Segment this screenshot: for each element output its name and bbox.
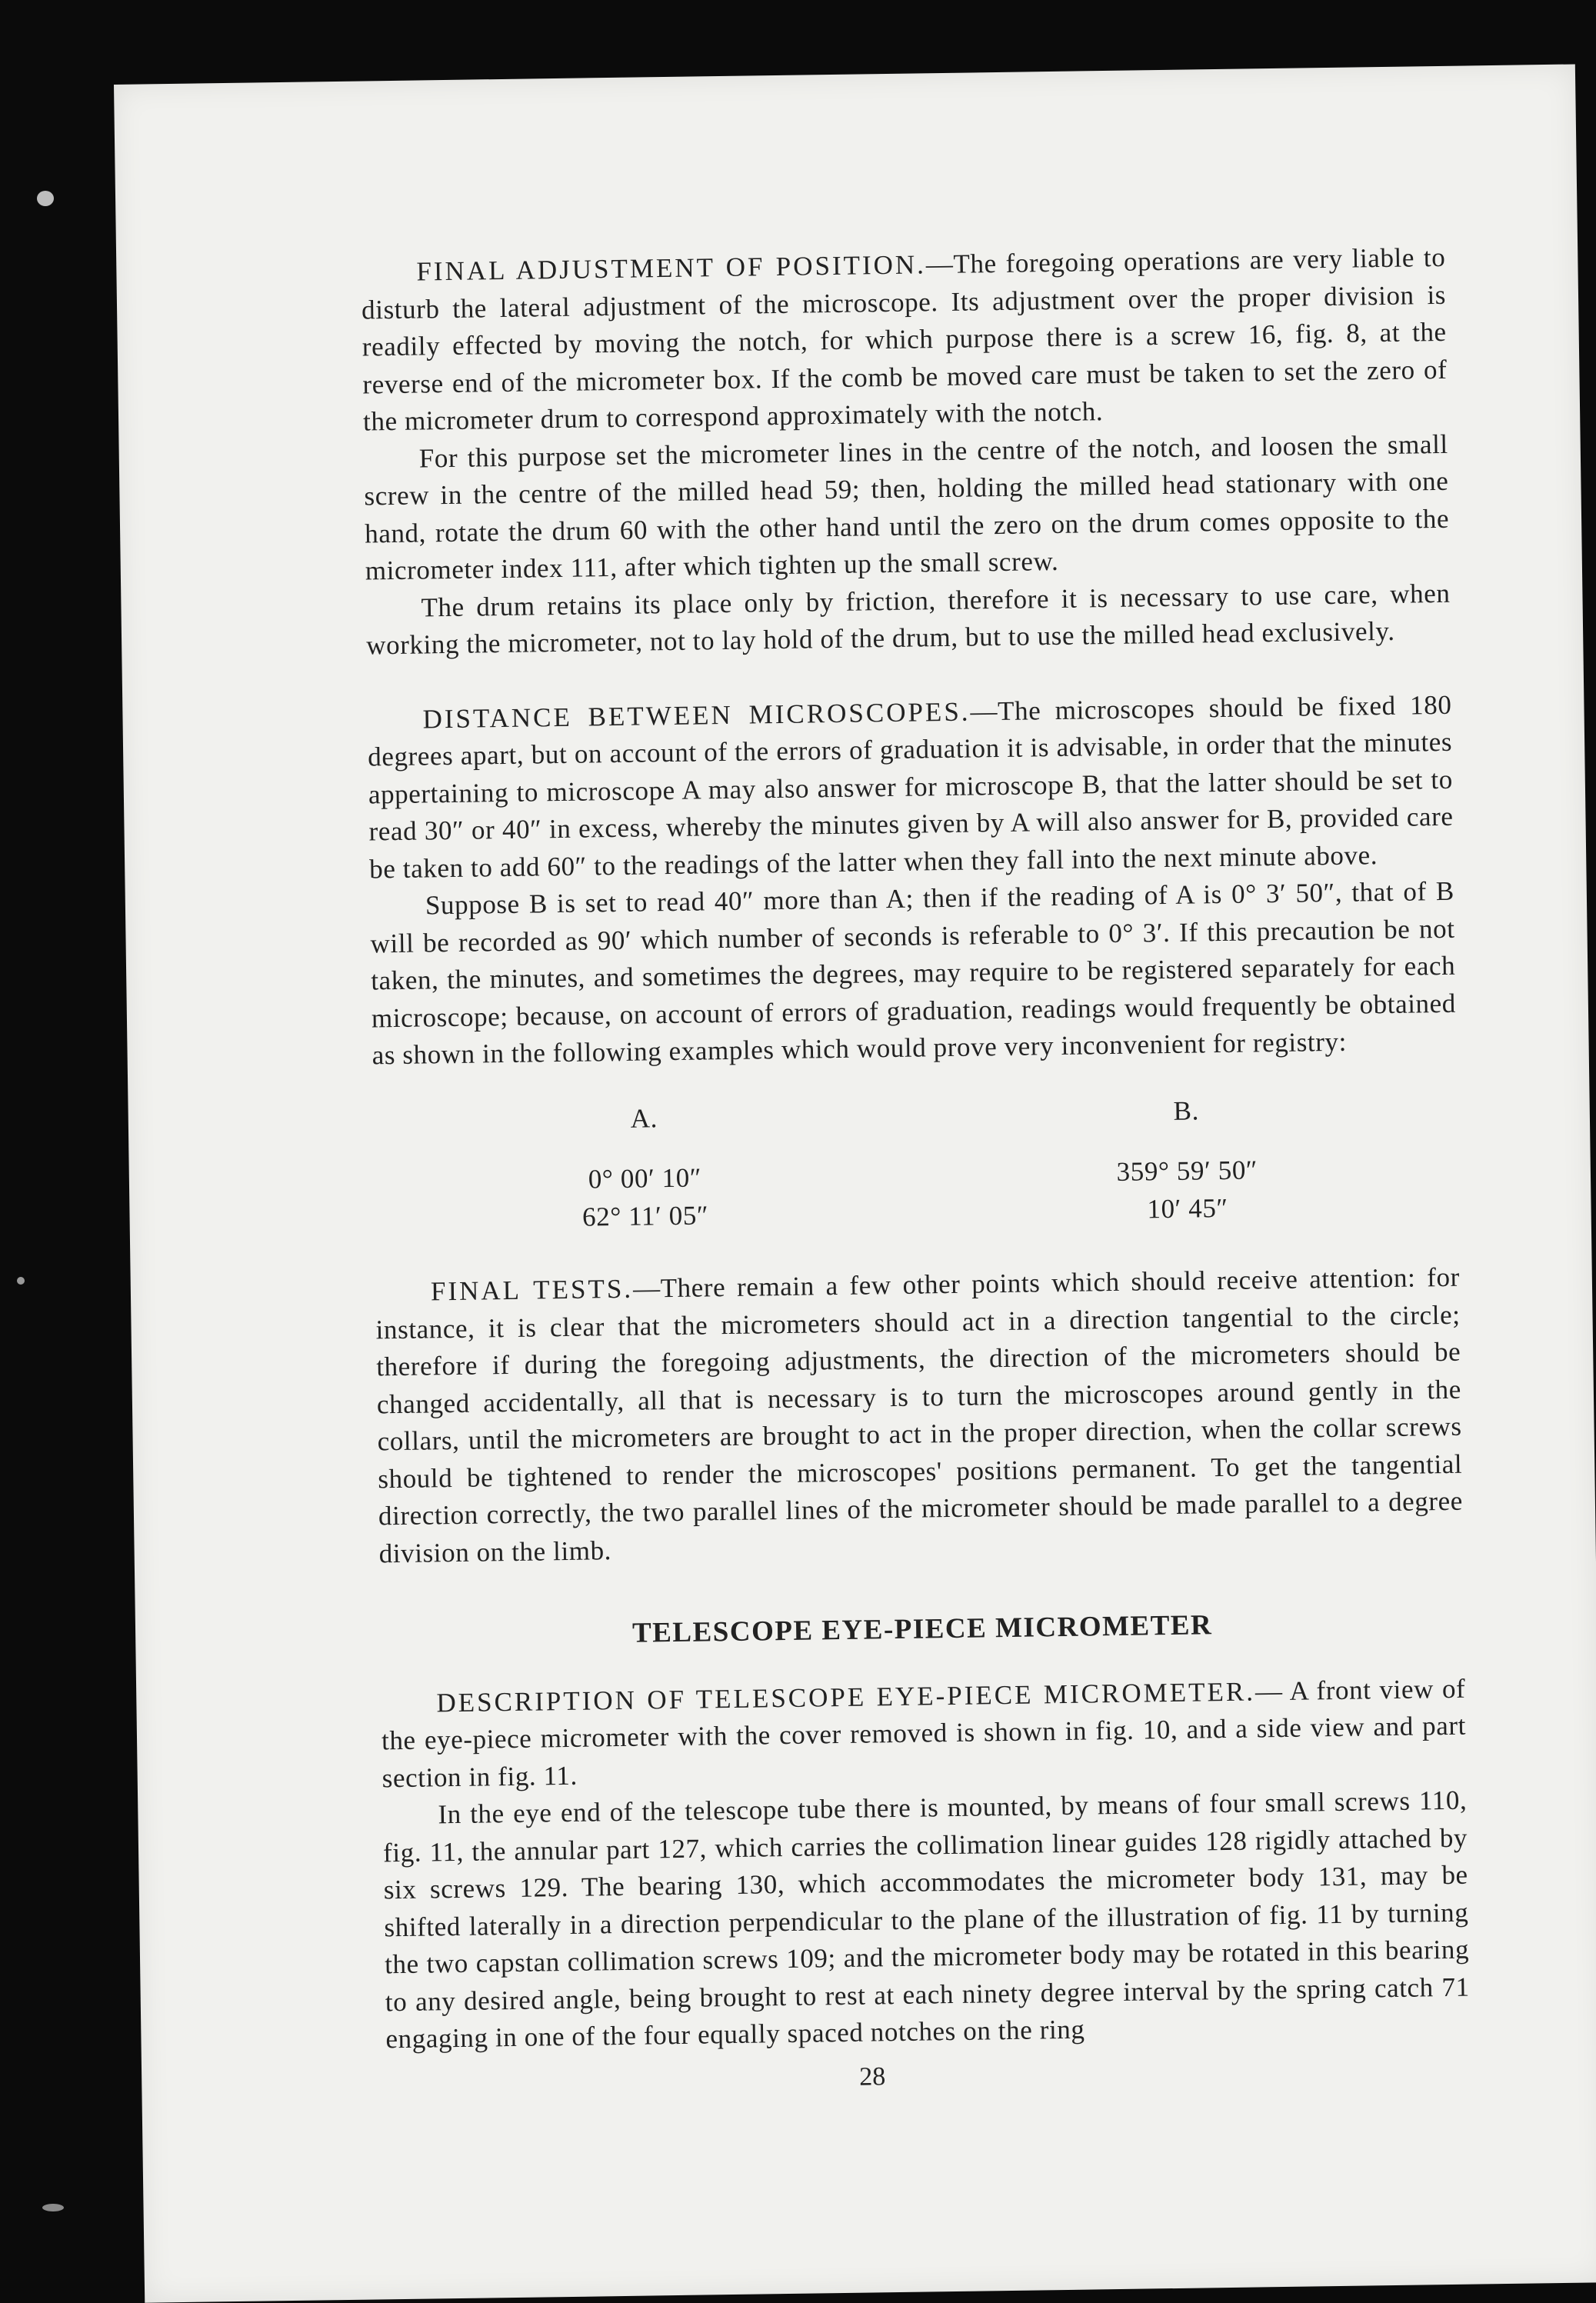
reading-b: 359° 59′ 50″ — [1116, 1155, 1258, 1187]
column-b-header: B. — [1173, 1095, 1200, 1126]
scanned-page — [114, 64, 1596, 2302]
precaution-paragraph: Suppose B is set to read 40″ more than A; then if the reading of A is 0° 3′ 50″, that of B will be recorded as 90′ which number of seconds is referable to 0° 3′. If this precaution be not taken, the minutes, and sometimes the degrees, may require to be registered separately for each microscope; because, on account of errors of graduation, readings would frequently be obtained as shown in the following examples which would prove very inconvenient for registry: — [370, 875, 1457, 1071]
description-heading: DESCRIPTION OF TELESCOPE EYE-PIECE MICROMETER. — [436, 1675, 1256, 1718]
final-tests-text: —There remain a few other points which should receive attention: for instance, it is clear that the micrometers should act in a direction tangential to the circle; therefore if during the foregoing adjustments, the direction of the micrometers should be changed accidentally, all that is necessary is to turn the microscopes around gently in the collars, until the micrometers are brought to act in the proper direction, when the collar screws should be tightened to render the microscopes' positions permanent. To get the tangential direction correctly, the two parallel lines of the micrometer should be made parallel to a degree division on the limb. — [375, 1261, 1464, 1568]
page-body — [361, 239, 1471, 2058]
final-adjustment-heading: FINAL ADJUSTMENT OF POSITION. — [416, 249, 927, 287]
section-distance-between-microscopes — [367, 686, 1454, 888]
section-final-tests — [375, 1259, 1464, 1573]
page-number: 28 — [859, 2062, 886, 2091]
scan-speck — [17, 1277, 25, 1285]
eye-end-paragraph: In the eye end of the telescope tube there is mounted, by means of four small screws 110, fig. 11, the annular part 127, which carries the collimation linear guides 128 rigidly attached by six screws 129. The bearing 130, which accommodates the micrometer body 131, may be shifted laterally in a direction perpendicular to the plane of the illustration of fig. 11 by turning the two capstan collimation screws 109; and the micrometer body may be rotated in this bearing to any desired angle, being brought to rest at each ninety degree interval by the spring catch 71 engaging in one of the four equally spaced notches on the ring — [382, 1785, 1470, 2055]
notch-setting-paragraph: For this purpose set the micrometer lines in the centre of the notch, and loosen the small screw in the centre of the milled head 59; then, holding the milled head stationary with one hand, rotate the drum 60 with the other hand until the zero on the drum comes opposite to the micrometer index 111, after which tighten up the small screw. — [364, 428, 1450, 586]
section-description-eyepiece — [381, 1670, 1467, 1797]
reading-a: 62° 11′ 05″ — [581, 1199, 709, 1232]
section-title-eyepiece-micrometer: TELESCOPE EYE-PIECE MICROMETER — [631, 1609, 1213, 1649]
reading-a: 0° 00′ 10″ — [588, 1162, 702, 1195]
drum-friction-paragraph: The drum retains its place only by friction, therefore it is necessary to use care, when working the micrometer, not to lay hold of the drum, but to use the milled head exclusively. — [365, 578, 1451, 661]
final-adjustment-text: —The foregoing operations are very liable to disturb the lateral adjustment of the microscope. Its adjustment over the proper division is readily effected by moving the notch, for which purpose there is a screw 16, fig. 8, at the reverse end of the micrometer box. If the comb be moved care must be taken to set the zero of the micrometer drum to correspond approximately with the notch. — [361, 242, 1448, 437]
section-final-adjustment — [361, 239, 1448, 441]
scan-speck — [42, 2204, 64, 2211]
distance-text: —The microscopes should be fixed 180 degrees apart, but on account of the errors of graduation it is advisable, in order that the minutes appertaining to microscope A may also answer for microscope B, that the latter should be set to read 30″ or 40″ in excess, whereby the minutes given by A will also answer for B, provided care be taken to add 60″ to the readings of the latter when they fall into the next minute above. — [367, 689, 1454, 884]
distance-heading: DISTANCE BETWEEN MICROSCOPES. — [422, 696, 971, 734]
description-text: — A front view of the eye-piece micrometer with the cover removed is shown in fig. 10, and a side view and part section in fig. 11. — [381, 1673, 1467, 1793]
reading-b: 10′ 45″ — [1147, 1192, 1228, 1224]
final-tests-heading: FINAL TESTS. — [430, 1273, 634, 1307]
readings-table — [373, 1088, 1459, 1238]
column-a-header: A. — [630, 1102, 658, 1134]
scan-speck — [37, 191, 54, 206]
